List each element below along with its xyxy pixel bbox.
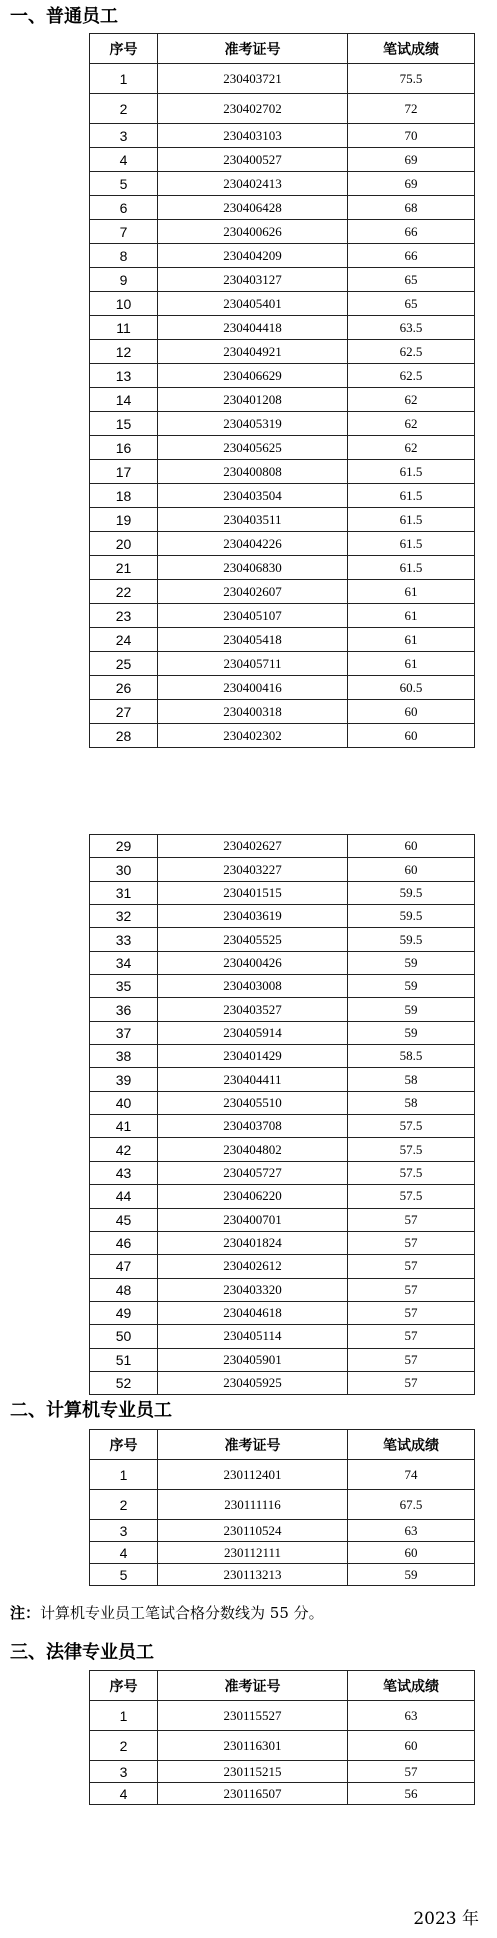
table-general-staff-part1 — [89, 33, 475, 748]
written-score: 61 — [348, 652, 475, 676]
exam-id: 230406629 — [158, 364, 348, 388]
row-number: 36 — [90, 998, 158, 1021]
written-score: 62 — [348, 436, 475, 460]
row-number: 26 — [90, 676, 158, 700]
exam-id: 230400318 — [158, 700, 348, 724]
exam-id: 230406830 — [158, 556, 348, 580]
written-score: 66 — [348, 220, 475, 244]
row-number: 6 — [90, 196, 158, 220]
table-row — [90, 1115, 475, 1138]
exam-id: 230402612 — [158, 1255, 348, 1278]
written-score: 61.5 — [348, 460, 475, 484]
row-number: 18 — [90, 484, 158, 508]
table-row — [90, 220, 475, 244]
note-text: 计算机专业员工笔试合格分数线为 55 分。 — [40, 1604, 324, 1622]
table-row — [90, 484, 475, 508]
table-row — [90, 835, 475, 858]
table-row — [90, 1185, 475, 1208]
exam-id: 230400626 — [158, 220, 348, 244]
written-score: 57 — [348, 1231, 475, 1254]
table-row — [90, 340, 475, 364]
exam-id: 230405727 — [158, 1161, 348, 1184]
exam-id: 230401824 — [158, 1231, 348, 1254]
table-row — [90, 124, 475, 148]
row-number: 52 — [90, 1371, 158, 1394]
table-row — [90, 998, 475, 1021]
row-number: 4 — [90, 1783, 158, 1805]
exam-id: 230404209 — [158, 244, 348, 268]
table-row — [90, 1325, 475, 1348]
table-row — [90, 436, 475, 460]
exam-id: 230403227 — [158, 858, 348, 881]
table-row — [90, 700, 475, 724]
row-number: 39 — [90, 1068, 158, 1091]
written-score: 59 — [348, 998, 475, 1021]
table-row — [90, 928, 475, 951]
written-score: 57 — [348, 1278, 475, 1301]
table-row — [90, 1091, 475, 1114]
table-header-row — [90, 1430, 475, 1460]
written-score: 58.5 — [348, 1045, 475, 1068]
exam-id: 230405901 — [158, 1348, 348, 1371]
written-score: 56 — [348, 1783, 475, 1805]
exam-id: 230402607 — [158, 580, 348, 604]
written-score: 59 — [348, 975, 475, 998]
row-number: 5 — [90, 1564, 158, 1586]
written-score: 57.5 — [348, 1161, 475, 1184]
written-score: 63 — [348, 1701, 475, 1731]
table-row — [90, 196, 475, 220]
row-number: 4 — [90, 148, 158, 172]
row-number: 5 — [90, 172, 158, 196]
row-number: 37 — [90, 1021, 158, 1044]
table-row — [90, 724, 475, 748]
table-row — [90, 858, 475, 881]
table-row — [90, 1301, 475, 1324]
written-score: 59 — [348, 951, 475, 974]
row-number: 29 — [90, 835, 158, 858]
row-number: 32 — [90, 905, 158, 928]
row-number: 47 — [90, 1255, 158, 1278]
row-number: 2 — [90, 94, 158, 124]
exam-id: 230403721 — [158, 64, 348, 94]
exam-id: 230405401 — [158, 292, 348, 316]
row-number: 24 — [90, 628, 158, 652]
written-score: 75.5 — [348, 64, 475, 94]
written-score: 58 — [348, 1068, 475, 1091]
exam-id: 230401208 — [158, 388, 348, 412]
exam-id: 230405510 — [158, 1091, 348, 1114]
row-number: 28 — [90, 724, 158, 748]
written-score: 63 — [348, 1520, 475, 1542]
row-number: 42 — [90, 1138, 158, 1161]
table-row — [90, 1490, 475, 1520]
table-header-row — [90, 1671, 475, 1701]
table-row — [90, 292, 475, 316]
written-score: 65 — [348, 268, 475, 292]
column-header: 笔试成绩 — [348, 1671, 475, 1701]
written-score: 63.5 — [348, 316, 475, 340]
row-number: 41 — [90, 1115, 158, 1138]
table-row — [90, 1045, 475, 1068]
exam-id: 230110524 — [158, 1520, 348, 1542]
exam-id: 230115527 — [158, 1701, 348, 1731]
table-row — [90, 1161, 475, 1184]
exam-id: 230404418 — [158, 316, 348, 340]
table-row — [90, 244, 475, 268]
written-score: 61 — [348, 604, 475, 628]
written-score: 68 — [348, 196, 475, 220]
table-row — [90, 580, 475, 604]
column-header: 笔试成绩 — [348, 1430, 475, 1460]
exam-id: 230400426 — [158, 951, 348, 974]
exam-id: 230403708 — [158, 1115, 348, 1138]
row-number: 1 — [90, 1460, 158, 1490]
footer-year: 2023 年 — [413, 1909, 479, 1929]
exam-id: 230400808 — [158, 460, 348, 484]
written-score: 57.5 — [348, 1185, 475, 1208]
table-row — [90, 1564, 475, 1586]
table-header-row — [90, 34, 475, 64]
exam-id: 230405914 — [158, 1021, 348, 1044]
table-row — [90, 1701, 475, 1731]
row-number: 45 — [90, 1208, 158, 1231]
written-score: 61.5 — [348, 508, 475, 532]
table-row — [90, 1138, 475, 1161]
table-row — [90, 64, 475, 94]
exam-id: 230406428 — [158, 196, 348, 220]
row-number: 8 — [90, 244, 158, 268]
exam-id: 230404802 — [158, 1138, 348, 1161]
exam-id: 230115215 — [158, 1761, 348, 1783]
written-score: 59.5 — [348, 928, 475, 951]
table-row — [90, 676, 475, 700]
table-row — [90, 532, 475, 556]
row-number: 19 — [90, 508, 158, 532]
row-number: 49 — [90, 1301, 158, 1324]
written-score: 59 — [348, 1021, 475, 1044]
row-number: 1 — [90, 64, 158, 94]
written-score: 62 — [348, 388, 475, 412]
table-row — [90, 975, 475, 998]
row-number: 20 — [90, 532, 158, 556]
written-score: 60 — [348, 1542, 475, 1564]
table-row — [90, 1731, 475, 1761]
written-score: 62 — [348, 412, 475, 436]
table-row — [90, 1783, 475, 1805]
written-score: 59.5 — [348, 905, 475, 928]
exam-id: 230402302 — [158, 724, 348, 748]
row-number: 11 — [90, 316, 158, 340]
exam-id: 230405319 — [158, 412, 348, 436]
row-number: 1 — [90, 1701, 158, 1731]
written-score: 62.5 — [348, 364, 475, 388]
table-row — [90, 1761, 475, 1783]
exam-id: 230403127 — [158, 268, 348, 292]
exam-id: 230401515 — [158, 881, 348, 904]
written-score: 57.5 — [348, 1115, 475, 1138]
table-law-staff — [89, 1670, 475, 1805]
table-general-staff-part2 — [89, 834, 475, 1395]
written-score: 74 — [348, 1460, 475, 1490]
row-number: 33 — [90, 928, 158, 951]
written-score: 57 — [348, 1348, 475, 1371]
table-row — [90, 1520, 475, 1542]
row-number: 2 — [90, 1490, 158, 1520]
table-row — [90, 1021, 475, 1044]
table-row — [90, 412, 475, 436]
exam-id: 230404411 — [158, 1068, 348, 1091]
table-row — [90, 604, 475, 628]
row-number: 27 — [90, 700, 158, 724]
written-score: 59 — [348, 1564, 475, 1586]
table-row — [90, 94, 475, 124]
section1-title: 一、普通员工 — [10, 6, 118, 27]
written-score: 62.5 — [348, 340, 475, 364]
exam-id: 230402627 — [158, 835, 348, 858]
row-number: 3 — [90, 1520, 158, 1542]
exam-id: 230404226 — [158, 532, 348, 556]
note-label: 注： — [10, 1604, 41, 1622]
table-row — [90, 148, 475, 172]
section3-title: 三、法律专业员工 — [10, 1642, 154, 1663]
written-score: 61.5 — [348, 556, 475, 580]
written-score: 57.5 — [348, 1138, 475, 1161]
exam-id: 230111116 — [158, 1490, 348, 1520]
table-row — [90, 1208, 475, 1231]
written-score: 61 — [348, 580, 475, 604]
written-score: 69 — [348, 172, 475, 196]
table-row — [90, 1068, 475, 1091]
column-header: 序号 — [90, 1430, 158, 1460]
exam-id: 230405925 — [158, 1371, 348, 1394]
exam-id: 230405114 — [158, 1325, 348, 1348]
table-row — [90, 652, 475, 676]
column-header: 序号 — [90, 34, 158, 64]
table-row — [90, 508, 475, 532]
written-score: 61.5 — [348, 484, 475, 508]
row-number: 48 — [90, 1278, 158, 1301]
row-number: 2 — [90, 1731, 158, 1761]
exam-id: 230404921 — [158, 340, 348, 364]
row-number: 50 — [90, 1325, 158, 1348]
row-number: 12 — [90, 340, 158, 364]
exam-id: 230405107 — [158, 604, 348, 628]
column-header: 准考证号 — [158, 34, 348, 64]
table-row — [90, 1255, 475, 1278]
exam-id: 230401429 — [158, 1045, 348, 1068]
table-row — [90, 1231, 475, 1254]
exam-id: 230116301 — [158, 1731, 348, 1761]
table-row — [90, 881, 475, 904]
written-score: 61.5 — [348, 532, 475, 556]
written-score: 57 — [348, 1255, 475, 1278]
table-computer-staff — [89, 1429, 475, 1586]
column-header: 笔试成绩 — [348, 34, 475, 64]
table-row — [90, 1460, 475, 1490]
written-score: 57 — [348, 1208, 475, 1231]
exam-id: 230403619 — [158, 905, 348, 928]
exam-id: 230405418 — [158, 628, 348, 652]
written-score: 60 — [348, 700, 475, 724]
row-number: 15 — [90, 412, 158, 436]
column-header: 序号 — [90, 1671, 158, 1701]
exam-id: 230403008 — [158, 975, 348, 998]
written-score: 61 — [348, 628, 475, 652]
written-score: 66 — [348, 244, 475, 268]
table-row — [90, 172, 475, 196]
written-score: 69 — [348, 148, 475, 172]
written-score: 57 — [348, 1301, 475, 1324]
row-number: 40 — [90, 1091, 158, 1114]
row-number: 38 — [90, 1045, 158, 1068]
written-score: 59.5 — [348, 881, 475, 904]
exam-id: 230405525 — [158, 928, 348, 951]
exam-id: 230112111 — [158, 1542, 348, 1564]
exam-id: 230116507 — [158, 1783, 348, 1805]
exam-id: 230402413 — [158, 172, 348, 196]
table-row — [90, 951, 475, 974]
table-row — [90, 556, 475, 580]
row-number: 35 — [90, 975, 158, 998]
table-row — [90, 316, 475, 340]
column-header: 准考证号 — [158, 1671, 348, 1701]
row-number: 10 — [90, 292, 158, 316]
exam-id: 230402702 — [158, 94, 348, 124]
table-row — [90, 905, 475, 928]
written-score: 57 — [348, 1761, 475, 1783]
row-number: 51 — [90, 1348, 158, 1371]
written-score: 60 — [348, 835, 475, 858]
note — [10, 1603, 324, 1623]
row-number: 4 — [90, 1542, 158, 1564]
exam-id: 230403527 — [158, 998, 348, 1021]
written-score: 57 — [348, 1325, 475, 1348]
row-number: 14 — [90, 388, 158, 412]
row-number: 23 — [90, 604, 158, 628]
exam-id: 230405625 — [158, 436, 348, 460]
row-number: 21 — [90, 556, 158, 580]
table-row — [90, 364, 475, 388]
column-header: 准考证号 — [158, 1430, 348, 1460]
exam-id: 230400527 — [158, 148, 348, 172]
exam-id: 230405711 — [158, 652, 348, 676]
written-score: 65 — [348, 292, 475, 316]
row-number: 17 — [90, 460, 158, 484]
exam-id: 230112401 — [158, 1460, 348, 1490]
exam-id: 230406220 — [158, 1185, 348, 1208]
exam-id: 230403320 — [158, 1278, 348, 1301]
written-score: 70 — [348, 124, 475, 148]
written-score: 58 — [348, 1091, 475, 1114]
exam-id: 230400416 — [158, 676, 348, 700]
row-number: 7 — [90, 220, 158, 244]
exam-id: 230400701 — [158, 1208, 348, 1231]
row-number: 16 — [90, 436, 158, 460]
table-row — [90, 1542, 475, 1564]
written-score: 60 — [348, 858, 475, 881]
table-row — [90, 268, 475, 292]
written-score: 57 — [348, 1371, 475, 1394]
written-score: 60 — [348, 1731, 475, 1761]
row-number: 22 — [90, 580, 158, 604]
table-row — [90, 1371, 475, 1394]
table-row — [90, 388, 475, 412]
written-score: 60.5 — [348, 676, 475, 700]
exam-id: 230404618 — [158, 1301, 348, 1324]
exam-id: 230403103 — [158, 124, 348, 148]
row-number: 31 — [90, 881, 158, 904]
row-number: 43 — [90, 1161, 158, 1184]
section2-title: 二、计算机专业员工 — [10, 1400, 172, 1421]
exam-id: 230403504 — [158, 484, 348, 508]
written-score: 72 — [348, 94, 475, 124]
table-row — [90, 460, 475, 484]
table-row — [90, 1348, 475, 1371]
written-score: 67.5 — [348, 1490, 475, 1520]
row-number: 30 — [90, 858, 158, 881]
row-number: 13 — [90, 364, 158, 388]
exam-id: 230403511 — [158, 508, 348, 532]
row-number: 34 — [90, 951, 158, 974]
table-row — [90, 1278, 475, 1301]
row-number: 9 — [90, 268, 158, 292]
row-number: 44 — [90, 1185, 158, 1208]
written-score: 60 — [348, 724, 475, 748]
exam-id: 230113213 — [158, 1564, 348, 1586]
row-number: 46 — [90, 1231, 158, 1254]
row-number: 3 — [90, 124, 158, 148]
table-row — [90, 628, 475, 652]
row-number: 3 — [90, 1761, 158, 1783]
row-number: 25 — [90, 652, 158, 676]
